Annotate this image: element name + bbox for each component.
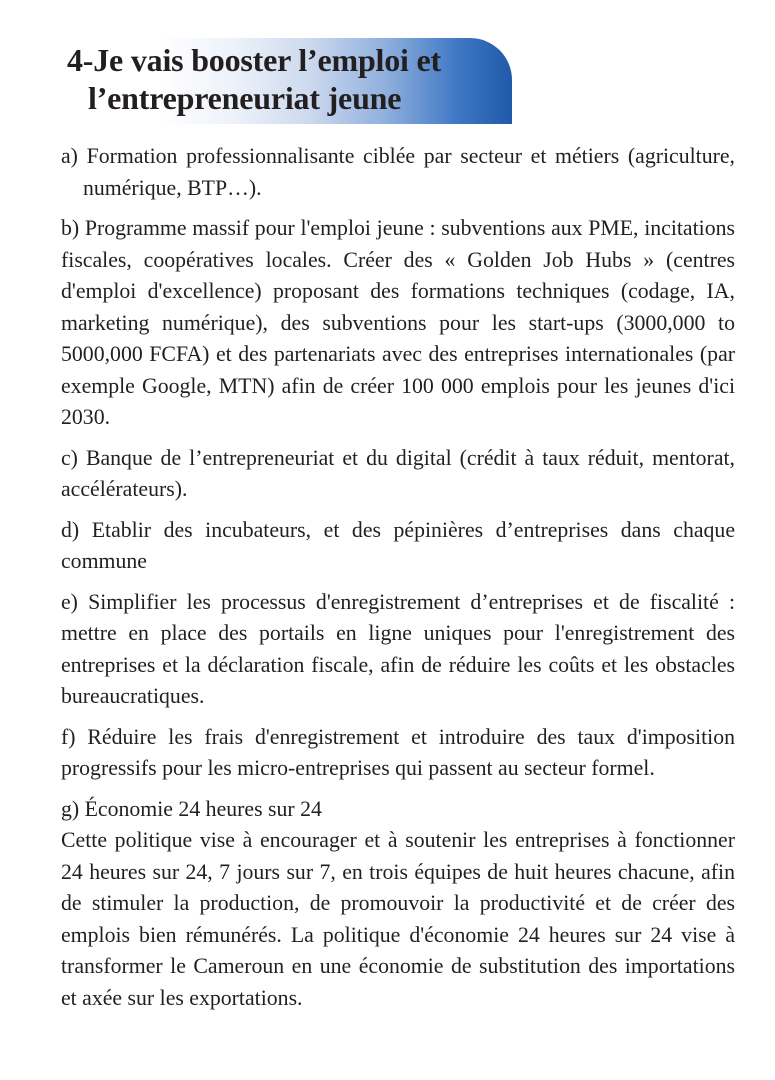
list-item-c <box>61 443 735 506</box>
item-d-text: d) Etablir des incubateurs, et des pépinières d’entreprises dans chaque commune <box>61 517 735 573</box>
measures-list <box>61 141 735 1023</box>
item-f-text: f) Réduire les frais d'enregistrement et introduire des taux d'imposition progressifs pour les micro-entreprises qui passent au secteur formel. <box>61 724 735 780</box>
item-b-text: b) Programme massif pour l'emploi jeune : subventions aux PME, incitations fiscales, coopératives locales. Créer des « Golden Job Hubs » (centres d'emploi d'excellence) proposant des formations techniques (codage, IA, marketing numérique), des subventions pour les start-ups (3000,000 to 5000,000 FCFA) et des partenariats avec des entreprises internationales (par exemple Google, MTN) afin de créer 100 000 emplois pour les jeunes d'ici 2030. <box>61 216 735 429</box>
item-g-text: Cette politique vise à encourager et à soutenir les entreprises à fonctionner 24 heures sur 24, 7 jours sur 7, en trois équipes de huit heures chacune, afin de stimuler la production, de promouvoir la productivité et de créer des emplois bien rémunérés. La politique d'économie 24 heures sur 24 vise à transformer le Cameroun en une économie de substitution des importations et axée sur les exportations. <box>61 828 735 1010</box>
item-a-text: a) Formation professionnalisante ciblée par secteur et métiers (agriculture, numérique, BTP…). <box>61 144 735 200</box>
list-item-e <box>61 587 735 713</box>
list-item-d <box>61 515 735 578</box>
list-item-a <box>61 141 735 204</box>
list-item-b <box>61 213 735 434</box>
section-title <box>67 41 441 117</box>
list-item-g <box>61 794 735 1015</box>
section-title-line-1: 4-Je vais booster l’emploi et <box>67 42 441 78</box>
section-title-line-2: l’entrepreneuriat jeune <box>88 80 402 116</box>
list-item-f <box>61 722 735 785</box>
item-e-text: e) Simplifier les processus d'enregistrement d’entreprises et de fiscalité : mettre en place des portails en ligne uniques pour l'enregistrement des entreprises et la déclaration fiscale, afin de réduire les coûts et les obstacles bureaucratiques. <box>61 589 735 708</box>
item-g-heading: g) Économie 24 heures sur 24 <box>61 796 322 821</box>
item-c-text: c) Banque de l’entrepreneuriat et du digital (crédit à taux réduit, mentorat, accélérateurs). <box>61 445 735 501</box>
